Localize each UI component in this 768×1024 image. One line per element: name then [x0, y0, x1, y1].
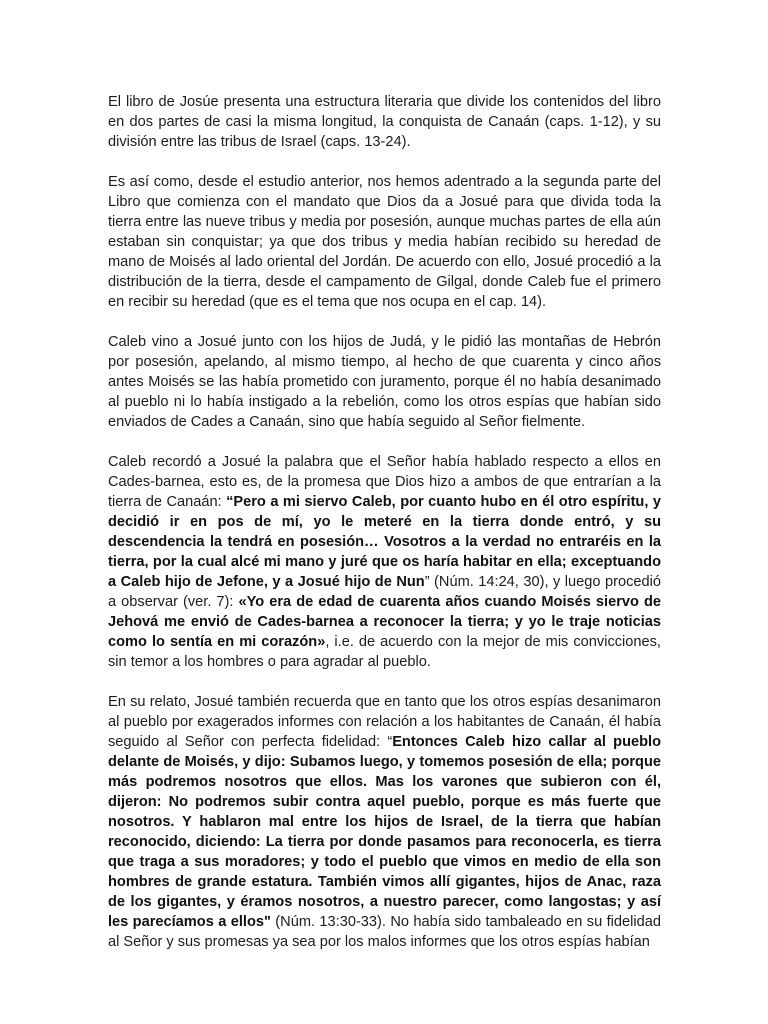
paragraph-2	[108, 172, 661, 312]
paragraph-text: El libro de Josúe presenta una estructura literaria que divide los contenidos del libro en dos partes de casi la misma longitud, la conquista de Canaán (caps. 1-12), y su división entre las tribus de Israel (caps. 13-24).	[108, 94, 661, 150]
paragraph-text: Caleb recordó a Josué la palabra que el Señor había hablado respecto a ellos en Cades-barnea, esto es, de la promesa que Dios hizo a ambos de que entrarían a la tierra de Canaán:	[108, 454, 661, 510]
document-body	[108, 92, 661, 972]
quoted-scripture-text: “Pero a mi siervo Caleb, por cuanto hubo en él otro espíritu, y decidió ir en pos de mí, yo le meteré en la tierra donde entró, y su descendencia la tendrá en posesión… Vosotros a la verdad no entraréis en la tierra, por la cual alcé mi mano y juré que os haría habitar en ella; exceptuando a Caleb hijo de Jefone, y a Josué hijo de Nun	[108, 494, 661, 590]
paragraph-text: Caleb vino a Josué junto con los hijos de Judá, y le pidió las montañas de Hebrón por posesión, apelando, al mismo tiempo, al hecho de que cuarenta y cinco años antes Moisés se las había prometido con juramento, porque él no había desanimado al pueblo ni lo había instigado a la rebelión, como los otros espías que habían sido enviados de Cades a Canaán, sino que había seguido al Señor fielmente.	[108, 334, 661, 430]
paragraph-5	[108, 692, 661, 952]
quoted-scripture-text: «Yo era de edad de cuarenta años cuando Moisés siervo de Jehová me envió de Cades-barnea a reconocer la tierra; y yo le traje noticias como lo sentía en mi corazón»	[108, 594, 661, 650]
paragraph-text: Es así como, desde el estudio anterior, nos hemos adentrado a la segunda parte del Libro que comienza con el mandato que Dios da a Josué para que divida toda la tierra entre las nueve tribus y media por posesión, aunque muchas partes de ella aún estaban sin conquistar; ya que dos tribus y media habían recibido su heredad de mano de Moisés al lado oriental del Jordán. De acuerdo con ello, Josué procedió a la distribución de la tierra, desde el campamento de Gilgal, donde Caleb fue el primero en recibir su heredad (que es el tema que nos ocupa en el cap. 14).	[108, 174, 661, 310]
paragraph-4	[108, 452, 661, 672]
paragraph-text: , i.e. de acuerdo con la mejor de mis convicciones, sin temor a los hombres o para agradar al pueblo.	[108, 634, 661, 670]
paragraph-1	[108, 92, 661, 152]
paragraph-text: (Núm. 13:30-33). No había sido tambaleado en su fidelidad al Señor y sus promesas ya sea por los malos informes que los otros espías habían	[108, 914, 661, 950]
quoted-scripture-text: Entonces Caleb hizo callar al pueblo delante de Moisés, y dijo: Subamos luego, y tomemos posesión de ella; porque más podremos nosotros que ellos. Mas los varones que subieron con él, dijeron: No podremos subir contra aquel pueblo, porque es más fuerte que nosotros. Y hablaron mal entre los hijos de Israel, de la tierra que habían reconocido, diciendo: La tierra por donde pasamos para reconocerla, es tierra que traga a sus moradores; y todo el pueblo que vimos en medio de ella son hombres de grande estatura. También vimos allí gigantes, hijos de Anac, raza de los gigantes, y éramos nosotros, a nuestro parecer, como langostas; y así les parecíamos a ellos"	[108, 734, 661, 930]
paragraph-3	[108, 332, 661, 432]
paragraph-text: En su relato, Josué también recuerda que en tanto que los otros espías desanimaron al pueblo por exagerados informes con relación a los habitantes de Canaán, él había seguido al Señor con perfecta fidelidad: “	[108, 694, 661, 750]
paragraph-text: ” (Núm. 14:24, 30), y luego procedió a observar (ver. 7):	[108, 574, 661, 610]
